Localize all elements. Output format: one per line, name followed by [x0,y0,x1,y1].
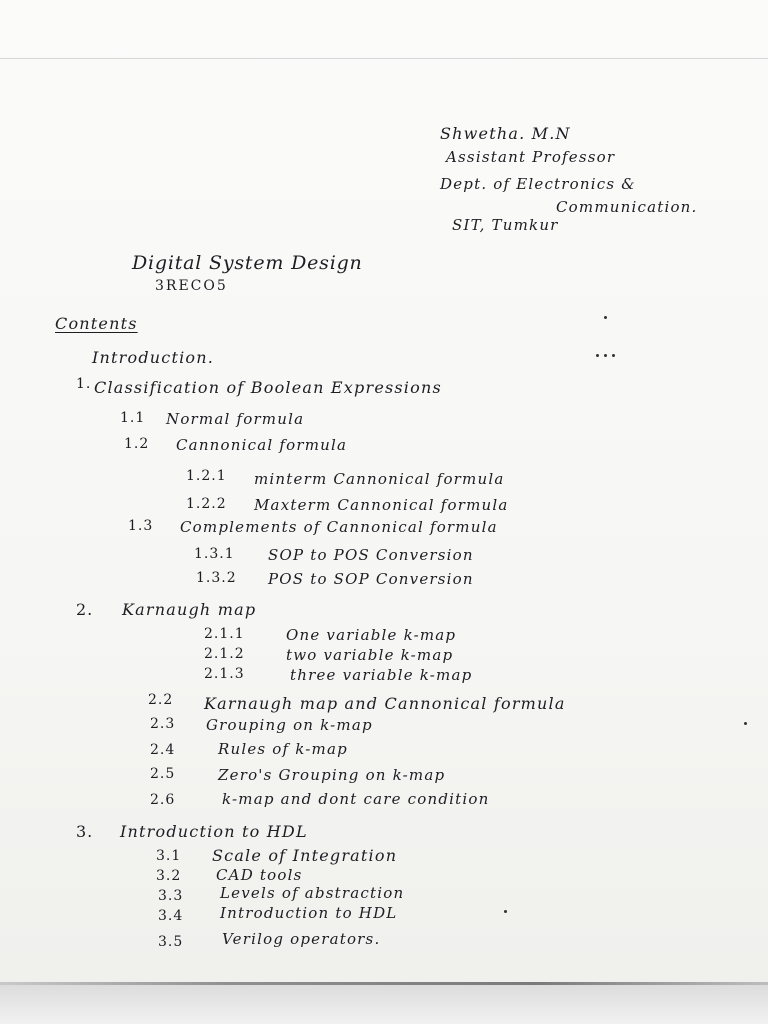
toc-label: Rules of k-map [218,740,348,758]
contents-heading: Contents [55,314,138,333]
toc-num: 1.2 [124,436,150,452]
pen-dot [744,722,747,725]
pen-dot [604,316,607,319]
course-code: 3RECO5 [155,278,228,294]
author-name: Shwetha. M.N [440,124,571,143]
toc-label: k-map and dont care condition [222,790,490,808]
toc-label: Introduction to HDL [220,904,398,922]
toc-num: 1.3.1 [194,546,235,562]
page-bottom-shadow [0,985,768,1024]
toc-num: 1.1 [120,410,146,426]
toc-label: Classification of Boolean Expressions [94,378,442,397]
toc-label: Grouping on k-map [206,716,373,734]
toc-num: 1.2.2 [186,496,227,512]
toc-num: 2.1.2 [204,646,245,662]
toc-num: 2.4 [150,742,176,758]
page-top-edge [0,58,768,59]
author-designation: Assistant Professor [446,148,616,166]
toc-label: Normal formula [166,410,305,428]
toc-label: minterm Cannonical formula [254,470,505,488]
toc-label: Zero's Grouping on k-map [218,766,446,784]
toc-num: 3.2 [156,868,182,884]
toc-label: Complements of Cannonical formula [180,518,498,536]
toc-num: 1. [76,376,92,392]
toc-label: Scale of Integration [212,846,398,865]
toc-num: 3.5 [158,934,184,950]
toc-label: CAD tools [216,866,303,884]
contents-intro: Introduction. [92,348,215,367]
toc-num: 3.4 [158,908,184,924]
toc-label: Maxterm Cannonical formula [254,496,509,514]
toc-num: 3.1 [156,848,182,864]
toc-num: 2.5 [150,766,176,782]
author-institution: SIT, Tumkur [452,216,559,234]
pen-dot [504,910,507,913]
toc-label: SOP to POS Conversion [268,546,474,564]
toc-num: 2.6 [150,792,176,808]
toc-label: three variable k-map [290,666,473,684]
toc-num: 1.2.1 [186,468,227,484]
toc-label: One variable k-map [286,626,457,644]
toc-num: 2.2 [148,692,174,708]
author-dept-line2: Communication. [556,198,698,216]
toc-label: two variable k-map [286,646,454,664]
author-dept-line1: Dept. of Electronics & [440,175,636,193]
toc-label: Introduction to HDL [120,822,308,841]
toc-num: 1.3.2 [196,570,237,586]
toc-label: POS to SOP Conversion [268,570,474,588]
course-title: Digital System Design [132,252,363,274]
toc-label: Levels of abstraction [220,884,405,902]
toc-num: 2. [76,600,94,619]
toc-num: 2.1.1 [204,626,245,642]
toc-num: 2.1.3 [204,666,245,682]
toc-label: Karnaugh map and Cannonical formula [204,694,566,713]
pen-dot [596,354,599,357]
toc-num: 3.3 [158,888,184,904]
toc-num: 1.3 [128,518,154,534]
pen-dot [612,354,615,357]
toc-num: 3. [76,822,94,841]
toc-label: Cannonical formula [176,436,348,454]
toc-label: Karnaugh map [122,600,257,619]
pen-dot [604,354,607,357]
toc-num: 2.3 [150,716,176,732]
toc-label: Verilog operators. [222,930,381,948]
